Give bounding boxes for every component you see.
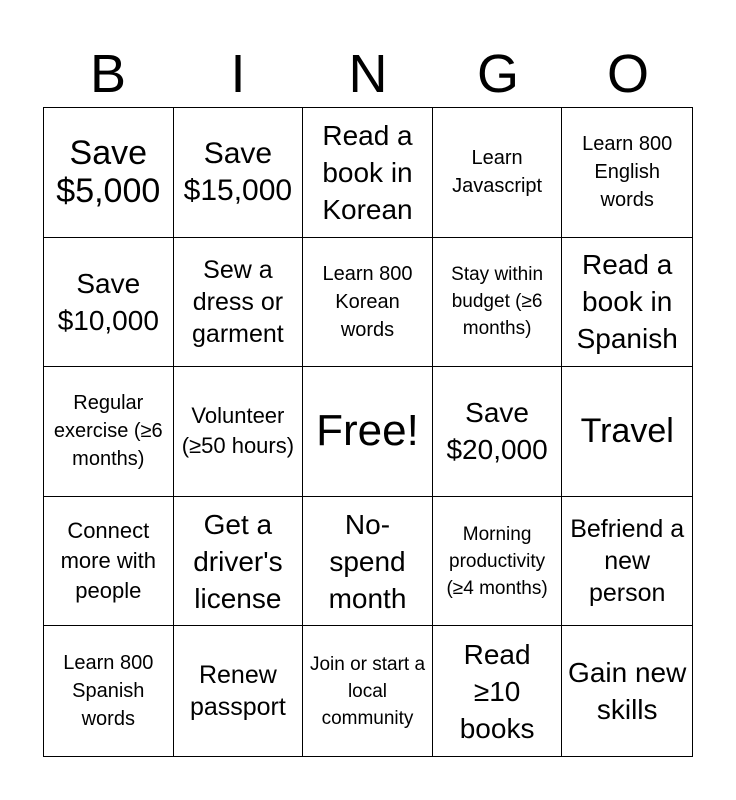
cell-label: Get a driver's license — [193, 508, 283, 614]
cell-label: Learn 800 English words — [582, 133, 673, 212]
cell-label: Morning productivity (≥4 months) — [446, 523, 548, 599]
bingo-cell[interactable] — [44, 108, 174, 238]
cell-label: Volunteer (≥50 hours) — [181, 403, 295, 459]
bingo-cell[interactable] — [44, 238, 174, 368]
bingo-cell[interactable] — [44, 497, 174, 627]
bingo-cell[interactable] — [44, 367, 174, 497]
bingo-cell[interactable] — [174, 238, 304, 368]
bingo-cell[interactable] — [562, 238, 692, 368]
cell-label: Gain new skills — [568, 657, 687, 726]
header-letter-g: G — [476, 44, 519, 104]
cell-label: Save $15,000 — [183, 137, 293, 208]
bingo-cell[interactable] — [44, 626, 174, 756]
free-space-label: Free! — [316, 406, 419, 456]
cell-label: Read ≥10 books — [459, 638, 535, 744]
cell-label: Connect more with people — [60, 518, 156, 604]
bingo-cell[interactable] — [433, 497, 563, 627]
cell-label: Save $10,000 — [57, 267, 159, 336]
bingo-cell[interactable] — [433, 367, 563, 497]
bingo-cell[interactable] — [562, 626, 692, 756]
bingo-cell[interactable] — [562, 497, 692, 627]
bingo-cell[interactable] — [174, 367, 304, 497]
header-letter-b: B — [89, 44, 127, 104]
bingo-cell[interactable] — [303, 626, 433, 756]
bingo-cell[interactable] — [562, 108, 692, 238]
bingo-cell[interactable] — [303, 108, 433, 238]
bingo-cell[interactable] — [174, 108, 304, 238]
header-letter-o: O — [606, 44, 649, 104]
bingo-cell[interactable] — [303, 238, 433, 368]
bingo-cell[interactable] — [562, 367, 692, 497]
bingo-cell-free[interactable] — [303, 367, 433, 497]
cell-label: Learn 800 Spanish words — [63, 652, 154, 731]
bingo-cell[interactable] — [303, 497, 433, 627]
bingo-cell[interactable] — [174, 626, 304, 756]
cell-label: Befriend a new person — [570, 515, 685, 608]
cell-label: Renew passport — [189, 661, 286, 722]
bingo-board — [43, 107, 693, 757]
cell-label: Learn 800 Korean words — [322, 262, 413, 341]
cell-label: No-spend month — [328, 508, 407, 614]
cell-label: Save $20,000 — [446, 397, 548, 466]
cell-label: Read a book in Spanish — [576, 249, 678, 355]
cell-label: Learn Javascript — [452, 147, 543, 198]
bingo-cell[interactable] — [433, 626, 563, 756]
cell-label: Sew a dress or garment — [192, 255, 284, 348]
cell-label: Save $5,000 — [56, 134, 161, 211]
header-letter-i: I — [230, 44, 246, 104]
bingo-cell[interactable] — [174, 497, 304, 627]
bingo-cell[interactable] — [433, 238, 563, 368]
cell-label: Join or start a local community — [309, 653, 426, 729]
bingo-header — [43, 40, 693, 108]
cell-label: Read a book in Korean — [322, 119, 413, 225]
cell-label: Stay within budget (≥6 months) — [451, 264, 544, 340]
header-letter-n: N — [348, 44, 388, 104]
cell-label: Regular exercise (≥6 months) — [53, 392, 163, 471]
cell-label: Travel — [580, 412, 674, 451]
bingo-cell[interactable] — [433, 108, 563, 238]
